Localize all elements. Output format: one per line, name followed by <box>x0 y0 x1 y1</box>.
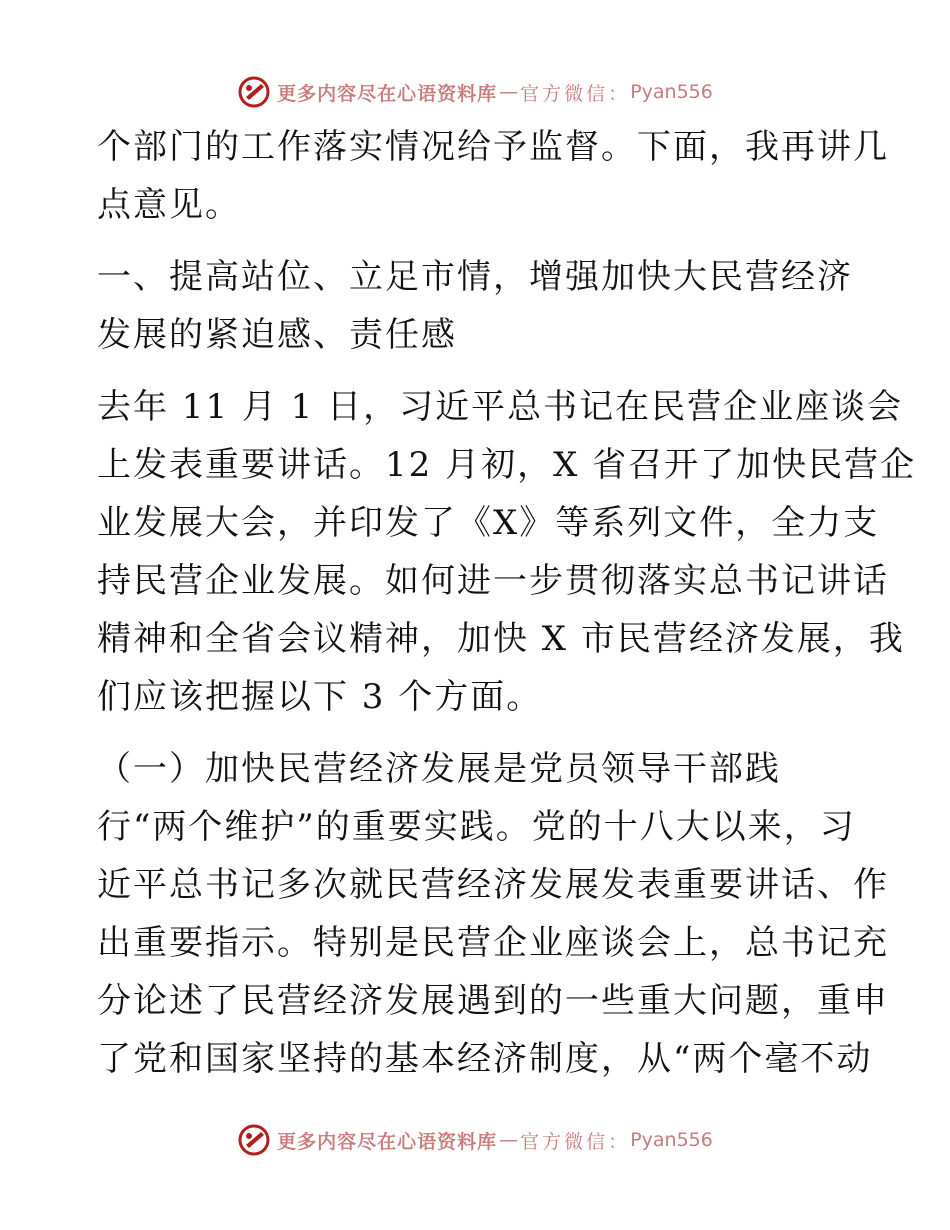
text-line: （一）加快民营经济发展是党员领导干部践 <box>97 749 781 789</box>
brand-logo-icon <box>237 1123 271 1157</box>
text-line: 近平总书记多次就民营经济发展发表重要讲话、作 <box>97 865 889 905</box>
section-heading <box>97 248 857 364</box>
text-line: 们应该把握以下 3 个方面。 <box>97 677 543 717</box>
watermark-site-text: 更多内容尽在心语资料库 <box>277 82 498 105</box>
watermark-wechat-id: Pyan556 <box>630 81 713 103</box>
watermark-separator: — <box>499 1129 519 1151</box>
text-line: 出重要指示。特别是民营企业座谈会上，总书记充 <box>97 923 889 963</box>
text-line: 一、提高站位、立足市情，增强加快大民营经济 <box>97 257 853 297</box>
paragraph <box>97 378 917 726</box>
watermark-wechat-id: Pyan556 <box>630 1129 713 1151</box>
paragraph <box>97 118 889 234</box>
watermark-label: 官方微信： <box>520 1130 631 1153</box>
text-line: 业发展大会，并印发了《X》等系列文件，全力支 <box>97 503 880 543</box>
text-line: 上发表重要讲话。12 月初，X 省召开了加快民营企 <box>97 445 917 485</box>
paragraph <box>97 740 889 1088</box>
text-line: 精神和全省会议精神，加快 X 市民营经济发展，我 <box>97 619 905 659</box>
document-body <box>97 118 917 1088</box>
text-line: 行“两个维护”的重要实践。党的十八大以来，习 <box>97 807 856 847</box>
text-line: 去年 11 月 1 日，习近平总书记在民营企业座谈会 <box>97 387 904 427</box>
watermark-site-text: 更多内容尽在心语资料库 <box>277 1130 498 1153</box>
brand-logo-icon <box>237 75 271 109</box>
watermark-label: 官方微信： <box>520 82 631 105</box>
footer-watermark <box>0 1120 950 1160</box>
header-watermark <box>0 72 950 112</box>
watermark-separator: — <box>499 81 519 103</box>
text-line: 点意见。 <box>97 185 241 225</box>
text-line: 发展的紧迫感、责任感 <box>97 315 457 355</box>
text-line: 持民营企业发展。如何进一步贯彻落实总书记讲话 <box>97 561 889 601</box>
text-line: 分论述了民营经济发展遇到的一些重大问题，重申 <box>97 981 889 1021</box>
text-line: 了党和国家坚持的基本经济制度，从“两个毫不动 <box>97 1039 873 1079</box>
text-line: 个部门的工作落实情况给予监督。下面，我再讲几 <box>97 127 889 167</box>
